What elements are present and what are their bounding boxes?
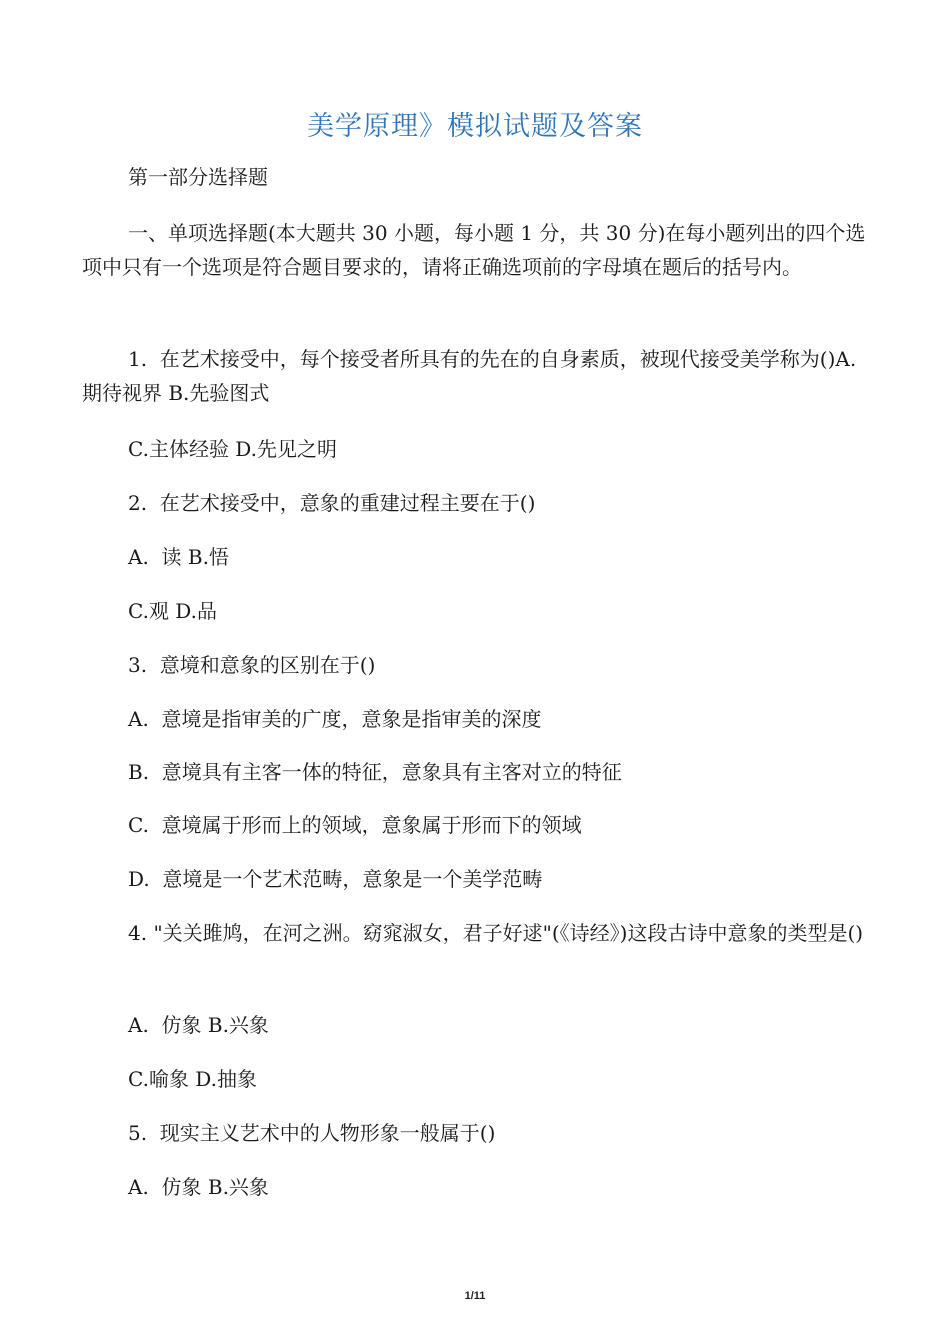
question-1-options-cd: C.主体经验 D.先见之明 [128,437,337,461]
question-3: 3. 意境和意象的区别在于() [128,653,376,677]
question-2-options-cd: C.观 D.品 [128,599,217,623]
question-5: 5. 现实主义艺术中的人物形象一般属于() [128,1121,496,1145]
page-number: 1/11 [464,1290,486,1302]
document-title: 美学原理》模拟试题及答案 [307,111,643,142]
question-2: 2. 在艺术接受中，意象的重建过程主要在于() [128,491,536,515]
question-4: 4. "关关雎鸠，在河之洲。窈窕淑女，君子好逑"(《诗经》)这段古诗中意象的类型是() [128,921,864,945]
question-1: 1. 在艺术接受中，每个接受者所具有的先在的自身素质，被现代接受美学称为()A.期待视界 B.先验图式 [82,347,857,405]
question-5-options-ab: A. 仿象 B.兴象 [128,1175,269,1199]
question-3-option-d: D. 意境是一个艺术范畴，意象是一个美学范畴 [128,867,543,891]
question-3-option-c: C. 意境属于形而上的领域，意象属于形而下的领域 [128,813,582,837]
question-4-options-ab: A. 仿象 B.兴象 [128,1013,269,1037]
question-3-option-b: B. 意境具有主客一体的特征，意象具有主客对立的特征 [128,760,622,784]
instructions-paragraph: 一、单项选择题(本大题共 30 小题，每小题 1 分，共 30 分)在每小题列出的四个选项中只有一个选项是符合题目要求的，请将正确选项前的字母填在题后的括号内。 [82,221,866,279]
question-2-options-ab: A. 读 B.悟 [128,545,229,569]
section-heading: 第一部分选择题 [128,165,268,189]
question-4-options-cd: C.喻象 D.抽象 [128,1067,257,1091]
question-3-option-a: A. 意境是指审美的广度，意象是指审美的深度 [128,707,542,731]
